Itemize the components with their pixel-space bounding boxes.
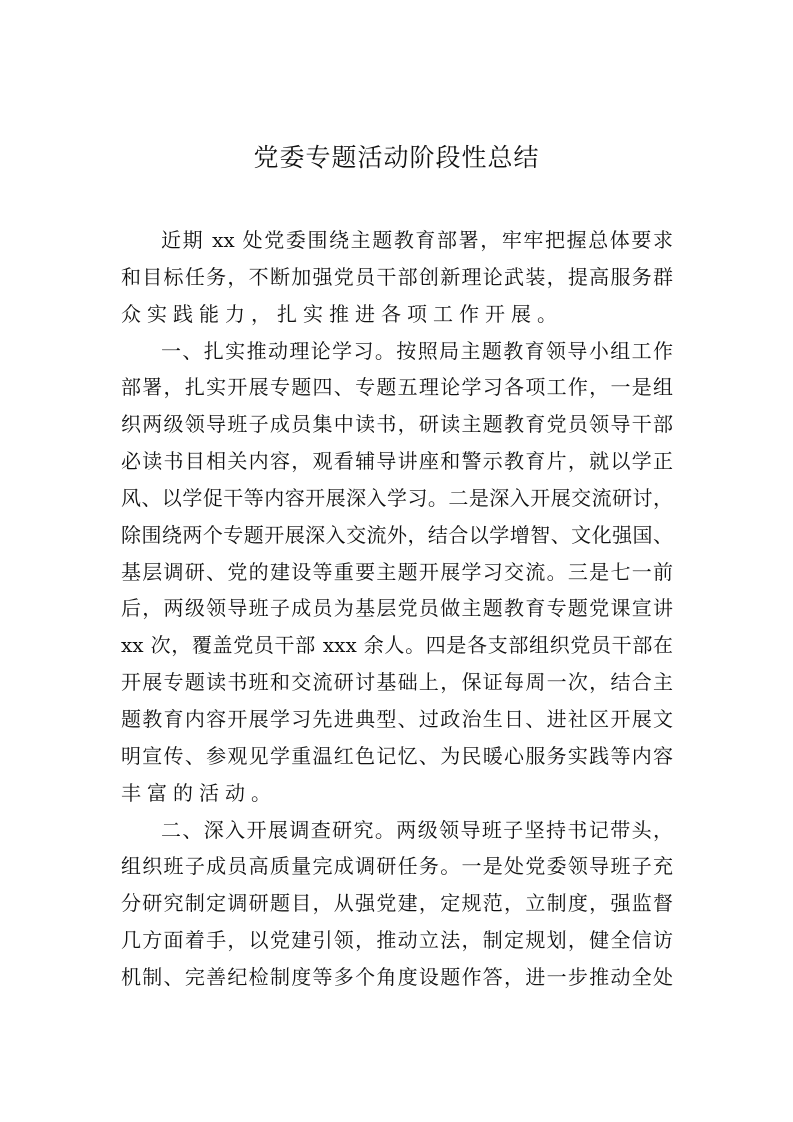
text-line: 必读书目相关内容，观看辅导讲座和警示教育片，就以学正 <box>121 449 673 474</box>
text-line: 分研究制定调研题目，从强党建，定规范，立制度，强监督 <box>121 891 673 916</box>
text-line: 二、深入开展调查研究。两级领导班子坚持书记带头， <box>161 817 673 842</box>
text-line: 风、以学促干等内容开展深入学习。二是深入开展交流研讨， <box>121 485 673 510</box>
text-line: 众实践能力，扎实推进各项工作开展。 <box>121 301 563 326</box>
paragraph <box>121 333 673 812</box>
text-line: 一、扎实推动理论学习。按照局主题教育领导小组工作 <box>161 338 673 363</box>
text-line: 织两级领导班子成员集中读书，研读主题教育党员领导干部 <box>121 412 673 437</box>
text-line: xx 次，覆盖党员干部 xxx 余人。四是各支部组织党员干部在 <box>121 633 673 658</box>
document-body <box>121 222 673 996</box>
text-line: 除围绕两个专题开展深入交流外，结合以学增智、文化强国、 <box>121 522 673 547</box>
text-line: 明宣传、参观见学重温红色记忆、为民暖心服务实践等内容 <box>121 743 673 768</box>
text-line: 题教育内容开展学习先进典型、过政治生日、进社区开展文 <box>121 706 673 731</box>
text-line: 机制、完善纪检制度等多个角度设题作答，进一步推动全处 <box>121 964 673 989</box>
text-line: 组织班子成员高质量完成调研任务。一是处党委领导班子充 <box>121 854 673 879</box>
text-line: 丰富的活动。 <box>121 780 277 805</box>
text-line: 几方面着手，以党建引领，推动立法，制定规划，健全信访 <box>121 928 673 953</box>
text-line: 和目标任务，不断加强党员干部创新理论武装，提高服务群 <box>121 264 673 289</box>
text-line: 后，两级领导班子成员为基层党员做主题教育专题党课宣讲 <box>121 596 673 621</box>
text-line: 部署，扎实开展专题四、专题五理论学习各项工作，一是组 <box>121 375 673 400</box>
text-line: 基层调研、党的建设等重要主题开展学习交流。三是七一前 <box>121 559 673 584</box>
text-line: 近期 xx 处党委围绕主题教育部署，牢牢把握总体要求 <box>161 228 673 252</box>
text-line: 开展专题读书班和交流研讨基础上，保证每周一次，结合主 <box>121 670 673 695</box>
document-title: 党委专题活动阶段性总结 <box>253 143 540 172</box>
paragraph <box>121 222 673 333</box>
paragraph <box>121 812 673 996</box>
